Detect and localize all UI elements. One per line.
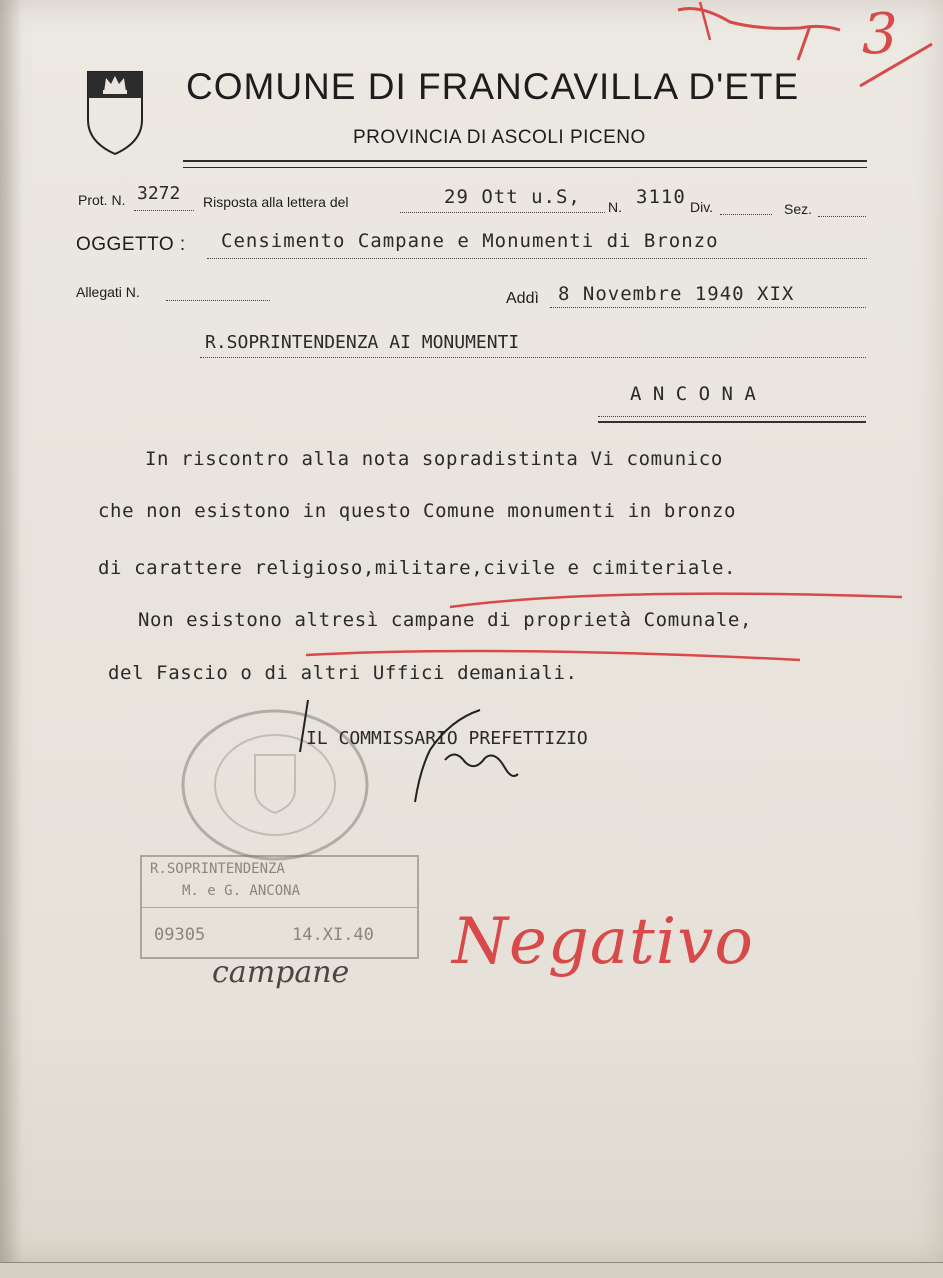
province-subtitle: PROVINCIA DI ASCOLI PICENO <box>353 127 646 148</box>
stamp-number: 09305 <box>154 925 206 945</box>
stamp-date: 14.XI.40 <box>292 925 374 945</box>
stamp-city: M. e G. ANCONA <box>182 883 301 899</box>
prot-label: Prot. N. <box>78 192 126 208</box>
body-line-4: Non esistono altresì campane di proprietà Comunale, <box>138 609 752 631</box>
stamp-office: R.SOPRINTENDENZA <box>150 861 285 877</box>
allegati-underline <box>166 300 270 301</box>
risposta-label: Risposta alla lettera del <box>203 194 349 210</box>
n-value: 3110 <box>636 186 686 208</box>
sez-label: Sez. <box>784 201 813 217</box>
header-rule-top <box>183 160 867 162</box>
signatory-title: IL COMMISSARIO PREFETTIZIO <box>306 728 588 749</box>
body-line-2: che non esistono in questo Comune monumenti in bronzo <box>98 500 737 522</box>
page-edge-shadow <box>0 0 22 1262</box>
red-underline-marks <box>300 585 910 665</box>
municipality-title: COMUNE DI FRANCAVILLA D'ETE <box>186 66 800 107</box>
risposta-underline <box>400 212 605 213</box>
recipient-city-rule <box>598 421 866 423</box>
red-annotation: Negativo <box>452 905 754 979</box>
stamp-divider <box>142 907 417 908</box>
recipient-city: A N C O N A <box>630 383 756 405</box>
body-line-3: di carattere religioso,militare,civile e cimiteriale. <box>98 557 737 579</box>
handwritten-signature-icon <box>280 690 540 810</box>
prot-underline <box>134 210 194 211</box>
body-line-1: In riscontro alla nota sopradistinta Vi comunico <box>145 448 723 470</box>
n-label: N. <box>608 199 622 215</box>
recipient-underline <box>200 357 866 358</box>
addi-underline <box>550 307 866 308</box>
addi-label: Addì <box>506 290 539 307</box>
oggetto-value: Censimento Campane e Monumenti di Bronzo <box>221 230 719 252</box>
oggetto-underline <box>207 258 867 259</box>
body-line-5: del Fascio o di altri Uffici demaniali. <box>108 662 578 684</box>
corner-annotation-number: 3 <box>862 2 898 67</box>
addi-value: 8 Novembre 1940 XIX <box>558 283 795 305</box>
oggetto-label: OGGETTO : <box>76 234 186 255</box>
sez-underline <box>818 216 866 217</box>
coat-of-arms-icon <box>86 70 144 156</box>
recipient-city-underline <box>598 416 866 417</box>
underlying-page-strip <box>0 1262 943 1278</box>
recipient-office: R.SOPRINTENDENZA AI MONUMENTI <box>205 332 520 353</box>
received-stamp <box>140 855 419 959</box>
div-label: Div. <box>690 199 714 215</box>
allegati-label: Allegati N. <box>76 284 140 300</box>
red-scribble-icon <box>670 0 943 100</box>
div-underline <box>720 214 772 215</box>
stamp-handwritten-note: campane <box>212 955 350 990</box>
header-rule-bottom <box>183 167 867 168</box>
prot-value: 3272 <box>137 183 181 204</box>
risposta-value: 29 Ott u.S, <box>444 186 581 208</box>
